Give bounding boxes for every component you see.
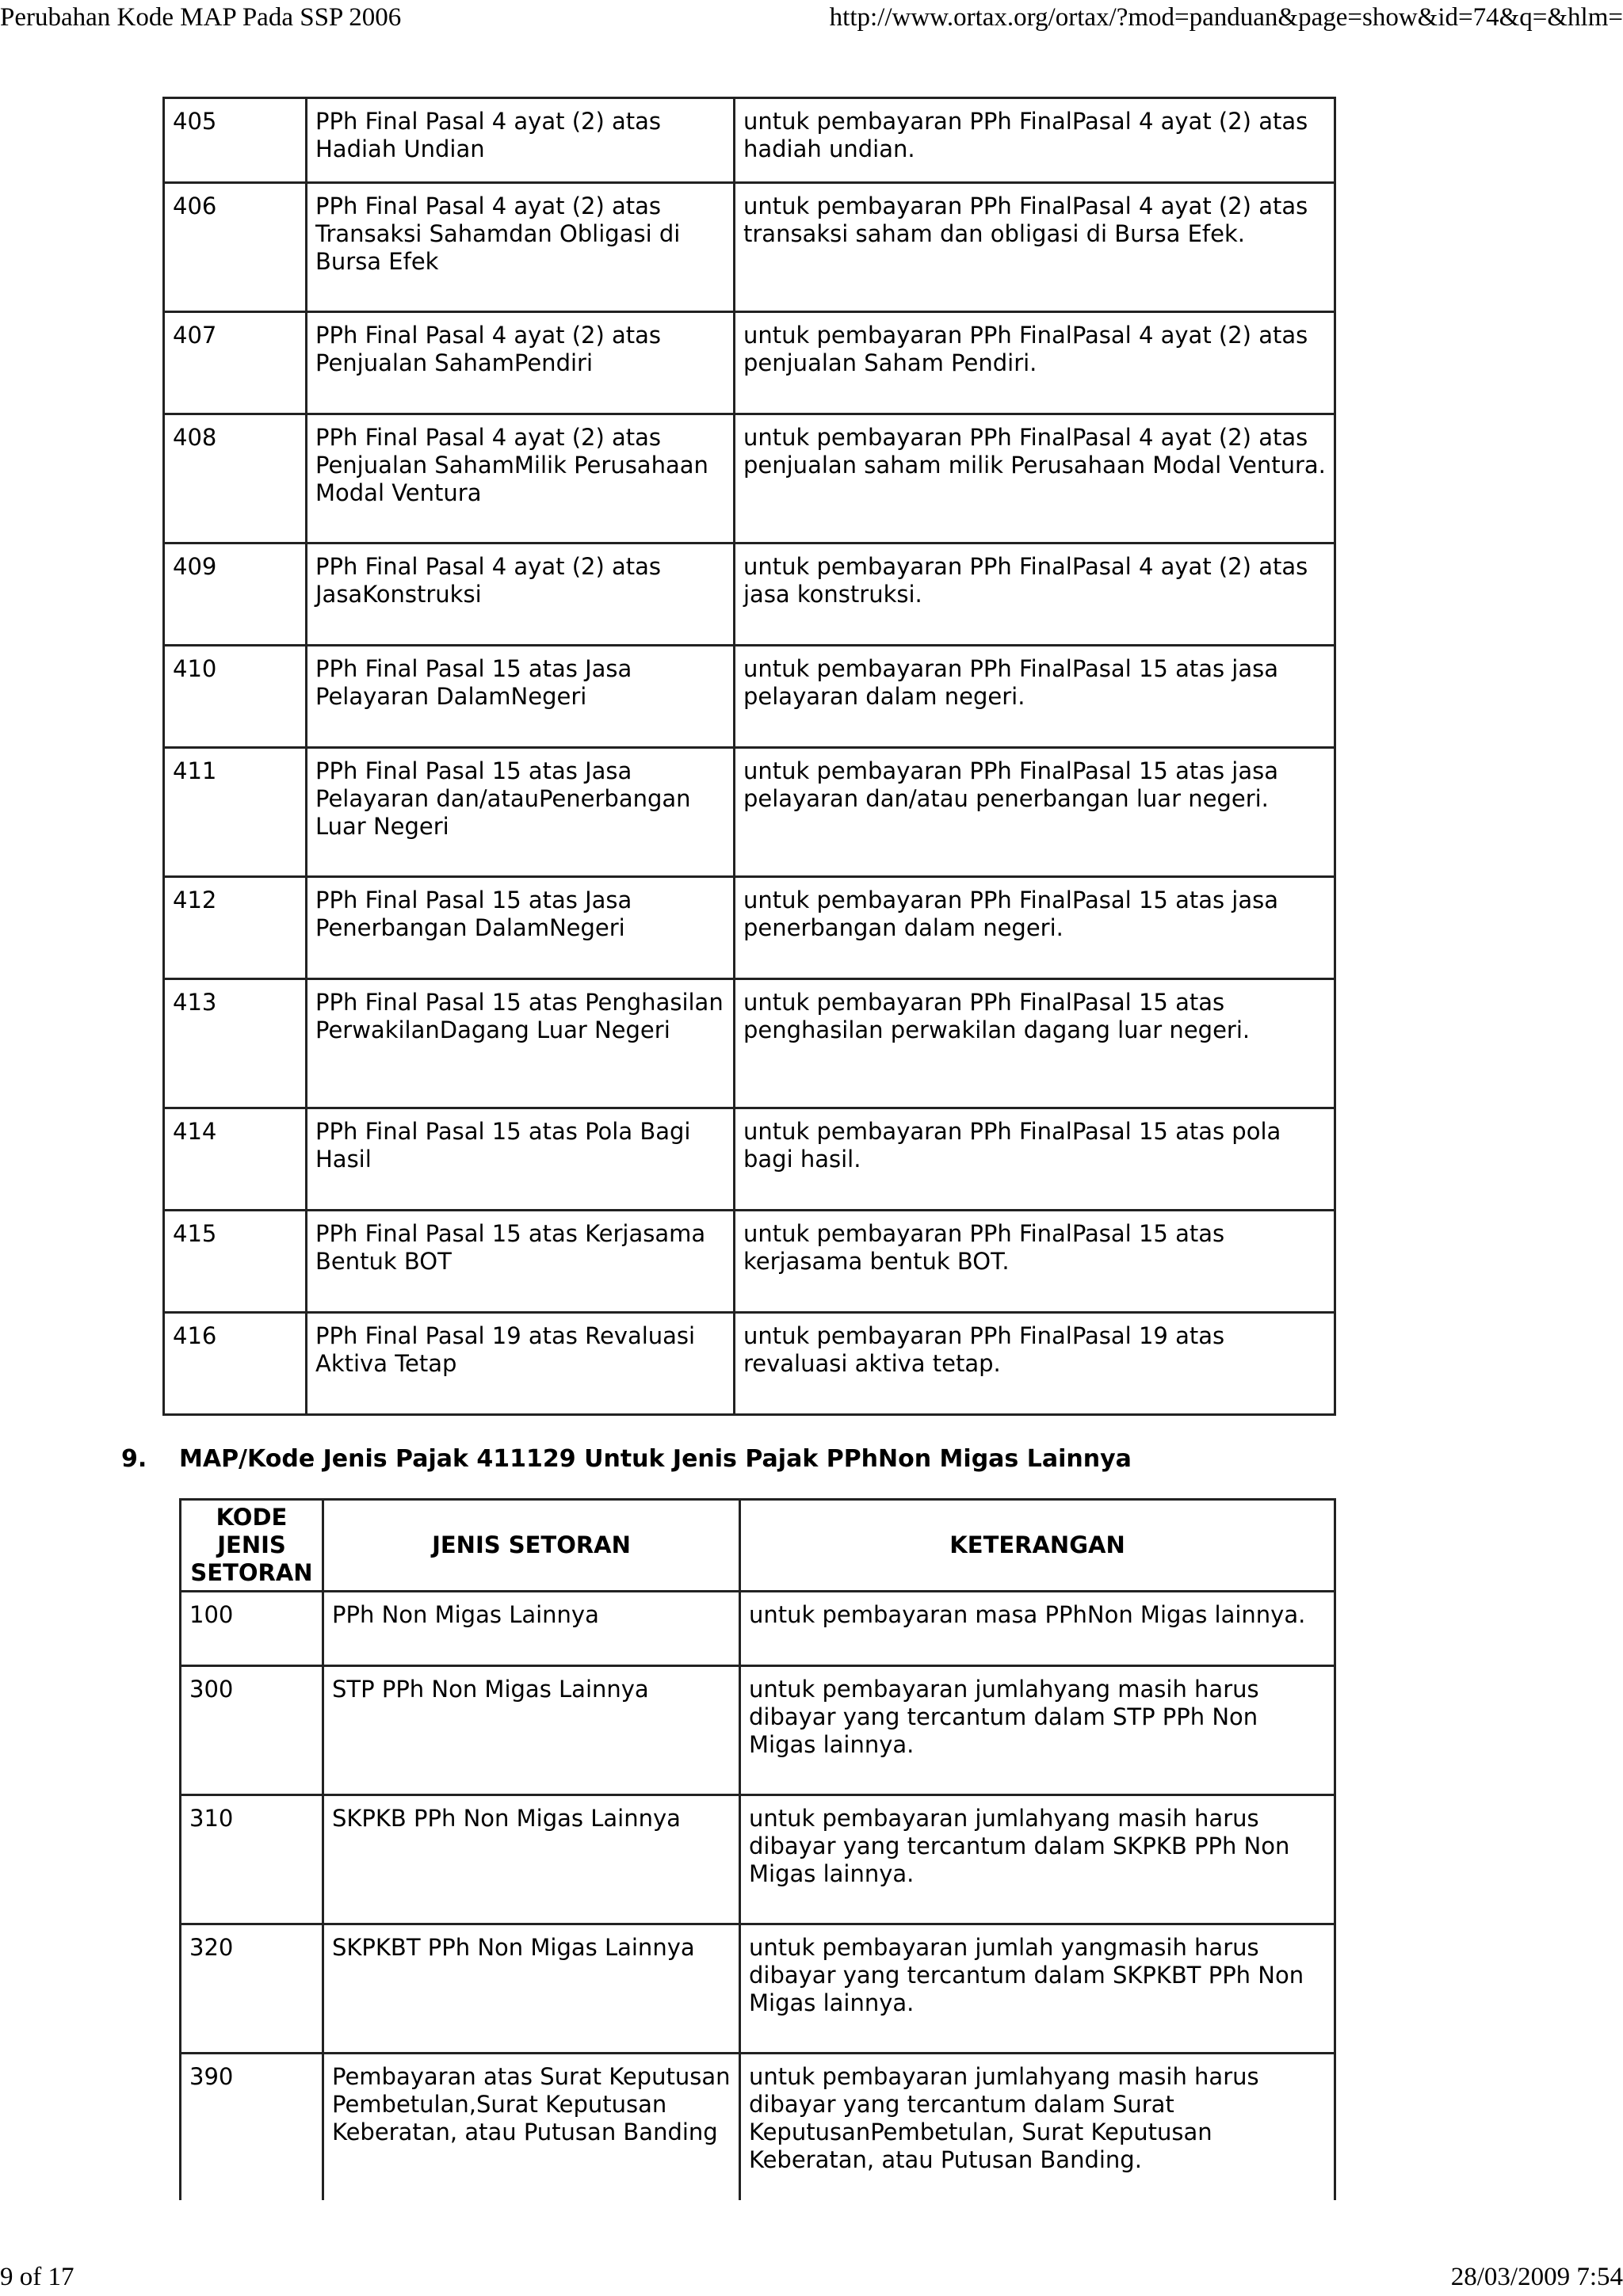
jenis-setoran-cell: PPh Non Migas Lainnya (323, 1592, 740, 1666)
jenis-setoran-cell: SKPKBT PPh Non Migas Lainnya (323, 1924, 740, 2054)
kode-cell: 412 (164, 877, 307, 979)
kode-cell: 411 (164, 748, 307, 877)
keterangan-cell: untuk pembayaran PPh FinalPasal 4 ayat (2) atas transaksi saham dan obligasi di Bursa Efek. (735, 183, 1335, 312)
section-heading (121, 1444, 1132, 1475)
table-row (164, 646, 1335, 748)
table-row (164, 1313, 1335, 1415)
table-row (164, 312, 1335, 414)
table-row (181, 1795, 1335, 1924)
jenis-setoran-cell: PPh Final Pasal 15 atas Jasa Pelayaran DalamNegeri (307, 646, 735, 748)
kode-cell: 310 (181, 1795, 323, 1924)
table-row (164, 183, 1335, 312)
table-row (164, 543, 1335, 646)
jenis-setoran-cell: PPh Final Pasal 15 atas Kerjasama Bentuk BOT (307, 1211, 735, 1313)
kode-cell: 406 (164, 183, 307, 312)
keterangan-cell: untuk pembayaran PPh FinalPasal 4 ayat (2) atas jasa konstruksi. (735, 543, 1335, 646)
print-datetime: 28/03/2009 7:54 (1450, 2263, 1623, 2291)
kode-cell: 414 (164, 1108, 307, 1211)
kode-cell: 409 (164, 543, 307, 646)
table-row (181, 1666, 1335, 1795)
kode-cell: 407 (164, 312, 307, 414)
jenis-setoran-cell: STP PPh Non Migas Lainnya (323, 1666, 740, 1795)
keterangan-cell: untuk pembayaran PPh FinalPasal 4 ayat (2) atas penjualan saham milik Perusahaan Modal Ventura. (735, 414, 1335, 543)
jenis-setoran-cell: SKPKB PPh Non Migas Lainnya (323, 1795, 740, 1924)
jenis-setoran-cell: PPh Final Pasal 19 atas Revaluasi Aktiva Tetap (307, 1313, 735, 1415)
jenis-setoran-cell: PPh Final Pasal 4 ayat (2) atas Penjualan SahamMilik Perusahaan Modal Ventura (307, 414, 735, 543)
kode-cell: 320 (181, 1924, 323, 2054)
jenis-setoran-cell: PPh Final Pasal 15 atas Penghasilan PerwakilanDagang Luar Negeri (307, 979, 735, 1108)
keterangan-cell: untuk pembayaran jumlahyang masih harus dibayar yang tercantum dalam SKPKB PPh Non Migas lainnya. (740, 1795, 1335, 1924)
page-header-title: Perubahan Kode MAP Pada SSP 2006 (0, 3, 402, 32)
table-header-row (181, 1500, 1335, 1592)
page-number: 9 of 17 (0, 2263, 74, 2291)
table-row (181, 1592, 1335, 1666)
keterangan-cell: untuk pembayaran PPh FinalPasal 15 atas jasa pelayaran dan/atau penerbangan luar negeri. (735, 748, 1335, 877)
kode-cell: 410 (164, 646, 307, 748)
keterangan-cell: untuk pembayaran jumlahyang masih harus dibayar yang tercantum dalam STP PPh Non Migas lainnya. (740, 1666, 1335, 1795)
jenis-setoran-cell: PPh Final Pasal 15 atas Jasa Pelayaran dan/atauPenerbangan Luar Negeri (307, 748, 735, 877)
keterangan-cell: untuk pembayaran jumlah yangmasih harus dibayar yang tercantum dalam SKPKBT PPh Non Migas lainnya. (740, 1924, 1335, 2054)
kode-setoran-table-pph-non-migas (179, 1498, 1336, 2200)
table1-body (164, 98, 1335, 1415)
keterangan-cell: untuk pembayaran PPh FinalPasal 15 atas kerjasama bentuk BOT. (735, 1211, 1335, 1313)
header-kode-jenis-setoran: KODE JENIS SETORAN (181, 1500, 323, 1592)
keterangan-cell: untuk pembayaran PPh FinalPasal 4 ayat (2) atas hadiah undian. (735, 98, 1335, 183)
jenis-setoran-cell: PPh Final Pasal 4 ayat (2) atas JasaKonstruksi (307, 543, 735, 646)
table-row (164, 414, 1335, 543)
kode-cell: 408 (164, 414, 307, 543)
jenis-setoran-cell: Pembayaran atas Surat Keputusan Pembetulan,Surat Keputusan Keberatan, atau Putusan Banding (323, 2054, 740, 2200)
table-row (181, 1924, 1335, 2054)
keterangan-cell: untuk pembayaran PPh FinalPasal 15 atas penghasilan perwakilan dagang luar negeri. (735, 979, 1335, 1108)
kode-cell: 413 (164, 979, 307, 1108)
section-number: 9. (121, 1445, 147, 1473)
table-row (181, 2054, 1335, 2200)
kode-setoran-table-pph-final (162, 97, 1336, 1416)
keterangan-cell: untuk pembayaran PPh FinalPasal 15 atas jasa penerbangan dalam negeri. (735, 877, 1335, 979)
jenis-setoran-cell: PPh Final Pasal 4 ayat (2) atas Hadiah Undian (307, 98, 735, 183)
keterangan-cell: untuk pembayaran masa PPhNon Migas lainnya. (740, 1592, 1335, 1666)
keterangan-cell: untuk pembayaran PPh FinalPasal 15 atas jasa pelayaran dalam negeri. (735, 646, 1335, 748)
table-row (164, 877, 1335, 979)
page-header-url: http://www.ortax.org/ortax/?mod=panduan&page=show&id=74&q=&hlm= (829, 3, 1623, 32)
jenis-setoran-cell: PPh Final Pasal 15 atas Jasa Penerbangan DalamNegeri (307, 877, 735, 979)
table-row (164, 1211, 1335, 1313)
keterangan-cell: untuk pembayaran PPh FinalPasal 4 ayat (2) atas penjualan Saham Pendiri. (735, 312, 1335, 414)
table-row (164, 98, 1335, 183)
keterangan-cell: untuk pembayaran PPh FinalPasal 15 atas pola bagi hasil. (735, 1108, 1335, 1211)
table-row (164, 979, 1335, 1108)
kode-cell: 300 (181, 1666, 323, 1795)
kode-cell: 416 (164, 1313, 307, 1415)
header-jenis-setoran: JENIS SETORAN (323, 1500, 740, 1592)
kode-cell: 390 (181, 2054, 323, 2200)
jenis-setoran-cell: PPh Final Pasal 4 ayat (2) atas Penjualan SahamPendiri (307, 312, 735, 414)
jenis-setoran-cell: PPh Final Pasal 15 atas Pola Bagi Hasil (307, 1108, 735, 1211)
jenis-setoran-cell: PPh Final Pasal 4 ayat (2) atas Transaksi Sahamdan Obligasi di Bursa Efek (307, 183, 735, 312)
table2-body (181, 1592, 1335, 2200)
table-row (164, 1108, 1335, 1211)
kode-cell: 100 (181, 1592, 323, 1666)
table-row (164, 748, 1335, 877)
kode-cell: 405 (164, 98, 307, 183)
kode-cell: 415 (164, 1211, 307, 1313)
keterangan-cell: untuk pembayaran PPh FinalPasal 19 atas revaluasi aktiva tetap. (735, 1313, 1335, 1415)
header-keterangan: KETERANGAN (740, 1500, 1335, 1592)
section-title: MAP/Kode Jenis Pajak 411129 Untuk Jenis Pajak PPhNon Migas Lainnya (179, 1445, 1132, 1473)
keterangan-cell: untuk pembayaran jumlahyang masih harus dibayar yang tercantum dalam Surat KeputusanPembetulan, Surat Keputusan Keberatan, atau Putusan Banding. (740, 2054, 1335, 2200)
